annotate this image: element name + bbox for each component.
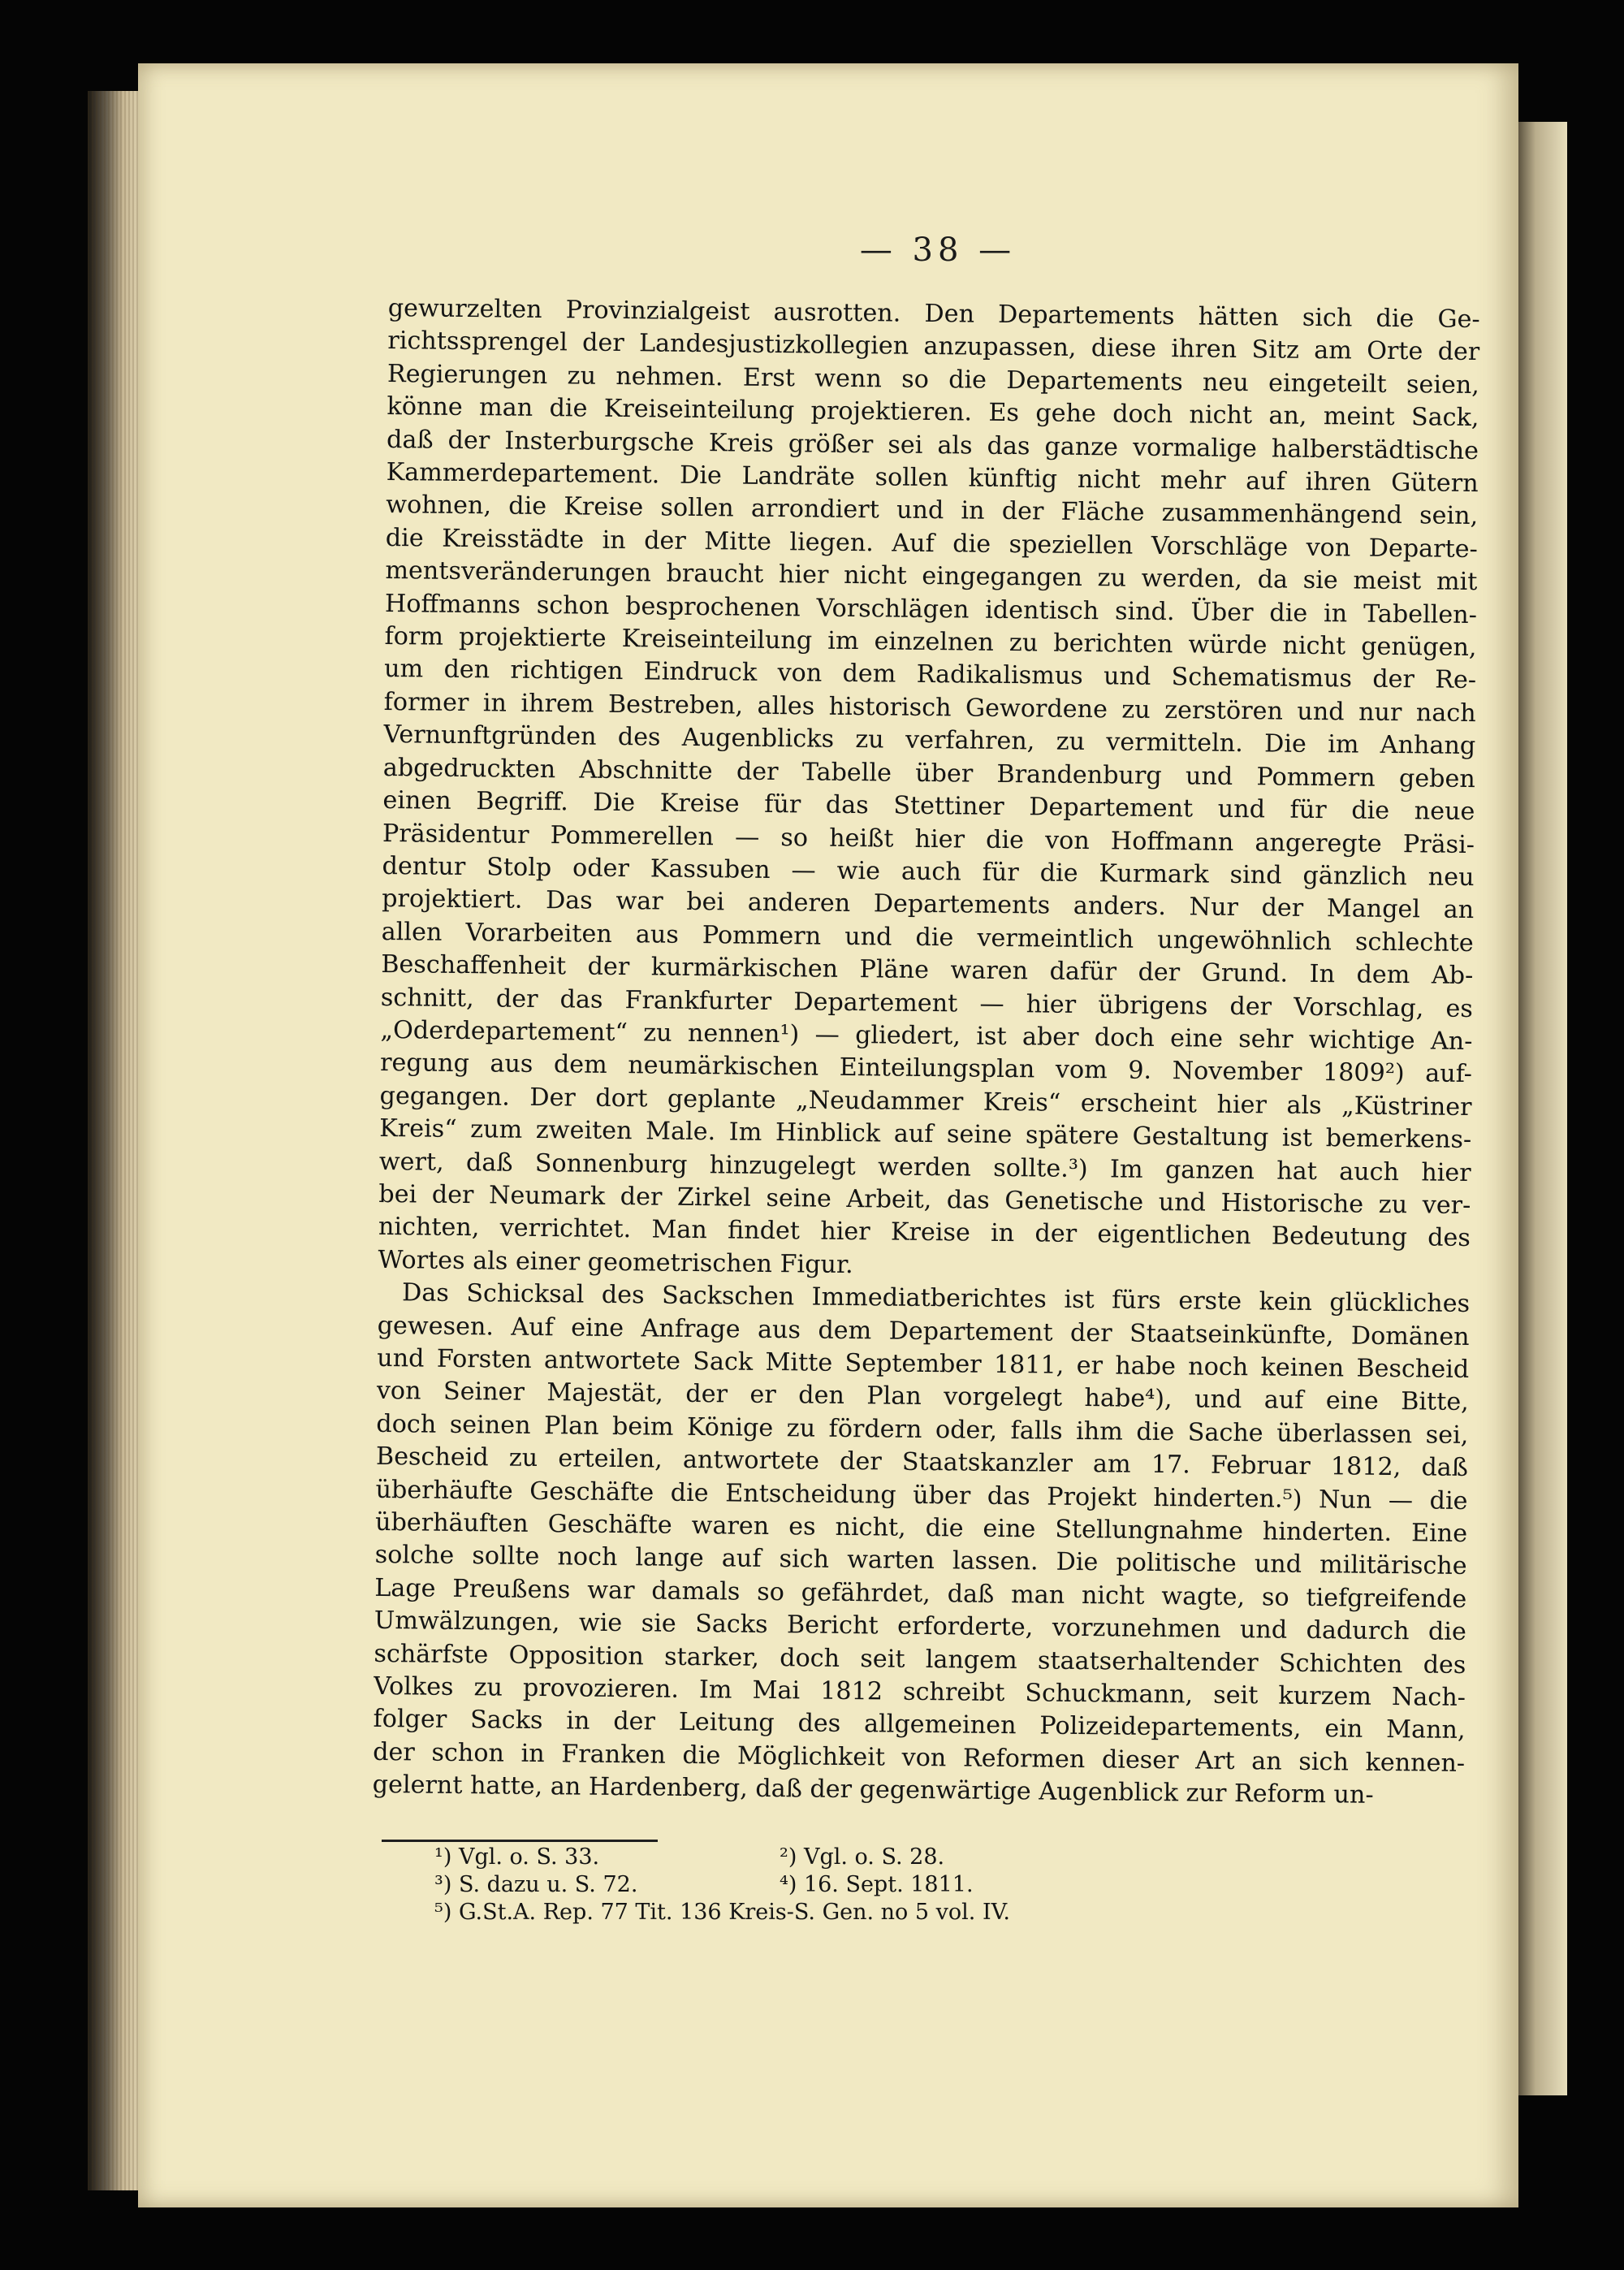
footnotes: [434, 1844, 1246, 1926]
footnote-2: ²) Vgl. o. S. 28.: [780, 1844, 945, 1870]
text-line: projektiert. Das war bei anderen Departements anders. Nur der Mangel an: [381, 884, 1475, 925]
text-line: überhäuften Geschäfte waren es nicht, die eine Stellungnahme hinderten. Eine: [374, 1507, 1468, 1549]
footnote-3: ³) S. dazu u. S. 72.: [434, 1872, 638, 1897]
text-line: allen Vorarbeiten aus Pommern und die vermeintlich ungewöhnlich schlechte: [381, 917, 1474, 958]
text-line: wert, daß Sonnenburg hinzugelegt werden sollte.³) Im ganzen hat auch hier: [378, 1147, 1471, 1187]
text-line: von Seiner Majestät, der er den Plan vorgelegt habe⁴), und auf eine Bitte,: [376, 1377, 1469, 1417]
text-line: gewurzelten Provinzialgeist ausrotten. Den Departements hätten sich die Ge-: [387, 293, 1480, 335]
text-line: gegangen. Der dort geplante „Neudammer Kreis“ erscheint hier als „Küstriner: [379, 1081, 1472, 1122]
text-line: Präsidentur Pommerellen — so heißt hier die von Hoffmann angeregte Präsi-: [382, 819, 1475, 859]
text-line: der schon in Franken die Möglichkeit von Reformen dieser Art an sich kennen-: [372, 1737, 1466, 1778]
footnote-4: ⁴) 16. Sept. 1811.: [780, 1872, 974, 1897]
text-line: folger Sacks in der Leitung des allgemeinen Polizeidepartements, ein Mann,: [373, 1705, 1466, 1745]
text-line: Das Schicksal des Sackschen Immediatberichtes ist fürs erste kein glückliches: [401, 1278, 1471, 1319]
text-line: Regierungen zu nehmen. Erst wenn so die Departements neu eingeteilt seien,: [387, 359, 1480, 400]
text-line: bei der Neumark der Zirkel seine Arbeit, das Genetische und Historische zu ver-: [378, 1179, 1471, 1220]
text-line: gewesen. Auf eine Anfrage aus dem Departement der Staatseinkünfte, Domänen: [377, 1311, 1470, 1351]
text-line: former in ihrem Bestreben, alles historisch Gewordene zu zerstören und nur nach: [383, 687, 1476, 728]
text-line: und Forsten antwortete Sack Mitte September 1811, er habe noch keinen Bescheid: [377, 1343, 1470, 1385]
text-line: nichten, verrichtet. Man findet hier Kreise in der eigentlichen Bedeutung des: [378, 1213, 1471, 1253]
text-line: form projektierte Kreiseinteilung im einzelnen zu berichten würde nicht genügen,: [384, 622, 1477, 663]
text-line: Hoffmanns schon besprochenen Vorschlägen identisch sind. Über die in Tabellen-: [384, 589, 1478, 629]
text-line: Umwälzungen, wie sie Sacks Bericht erforderte, vorzunehmen und dadurch die: [374, 1606, 1466, 1647]
text-line: schärfste Opposition starker, doch seit langem staatserhaltender Schichten des: [374, 1639, 1466, 1680]
footnote-row: [434, 1871, 1246, 1899]
text-line: dentur Stolp oder Kassuben — wie auch für die Kurmark sind gänzlich neu: [382, 851, 1475, 892]
text-line: einen Begriff. Die Kreise für das Stettiner Departement und für die neue: [382, 786, 1475, 827]
text-line: mentsveränderungen braucht hier nicht eingegangen zu werden, da sie meist mit: [385, 556, 1478, 597]
text-line: um den richtigen Eindruck von dem Radikalismus und Schematismus der Re-: [383, 655, 1477, 695]
text-line: wohnen, die Kreise sollen arrondiert und in der Fläche zusammenhängend sein,: [386, 491, 1479, 531]
text-line: Volkes zu provozieren. Im Mai 1812 schreibt Schuckmann, seit kurzem Nach-: [373, 1671, 1466, 1713]
text-line: Lage Preußens war damals so gefährdet, daß man nicht wagte, so tiefgreifende: [374, 1573, 1467, 1614]
text-line: gelernt hatte, an Hardenberg, daß der gegenwärtige Augenblick zur Reform un-: [372, 1771, 1374, 1810]
footnote-5: ⁵) G.St.A. Rep. 77 Tit. 136 Kreis-S. Gen. no 5 vol. IV.: [434, 1900, 1010, 1925]
text-line: richtssprengel der Landesjustizkollegien anzupassen, diese ihren Sitz am Orte der: [387, 326, 1480, 367]
text-line: Beschaffenheit der kurmärkischen Pläne waren dafür der Grund. In dem Ab-: [381, 950, 1474, 991]
text-line: doch seinen Plan beim Könige zu fördern oder, falls ihm die Sache überlassen sei,: [376, 1409, 1469, 1450]
paragraph: [378, 292, 1480, 1288]
footnote-1: ¹) Vgl. o. S. 33.: [434, 1844, 600, 1870]
text-line: Vernunftgründen des Augenblicks zu verfahren, zu vermitteln. Die im Anhang: [383, 720, 1476, 761]
facing-page-edge: [1518, 122, 1567, 2095]
text-line: schnitt, der das Frankfurter Departement — hier übrigens der Vorschlag, es: [380, 983, 1474, 1023]
text-line: regung aus dem neumärkischen Einteilungsplan vom 9. November 1809²) auf-: [379, 1049, 1473, 1089]
text-line: Kreis“ zum zweiten Male. Im Hinblick auf seine spätere Gestaltung ist bemerkens-: [379, 1114, 1472, 1155]
text-line: überhäufte Geschäfte die Entscheidung über das Projekt hinderten.⁵) Nun — die: [375, 1475, 1468, 1515]
text-line: „Oderdepartement“ zu nennen¹) — gliedert, ist aber doch eine sehr wichtige An-: [380, 1015, 1473, 1056]
text-line: Kammerdepartement. Die Landräte sollen künftig nicht mehr auf ihren Gütern: [386, 458, 1479, 499]
page-number: — 38 —: [859, 231, 1017, 269]
footnote-row: [434, 1844, 1246, 1871]
footnote-row: [434, 1899, 1246, 1926]
text-line: die Kreisstädte in der Mitte liegen. Auf die speziellen Vorschläge von Departe-: [385, 523, 1478, 564]
paragraph: [373, 1277, 1471, 1814]
text-line: solche sollte noch lange auf sich warten lassen. Die politische und militärische: [374, 1541, 1467, 1581]
text-line: könne man die Kreiseinteilung projektieren. Es gehe doch nicht an, meint Sack,: [387, 392, 1479, 433]
body-text: [373, 292, 1480, 1814]
text-line: Bescheid zu erteilen, antwortete der Staatskanzler am 17. Februar 1812, daß: [375, 1442, 1469, 1483]
text-line: abgedruckten Abschnitte der Tabelle über Brandenburg und Pommern geben: [382, 753, 1475, 793]
footnote-divider: [382, 1840, 658, 1842]
text-line: daß der Insterburgsche Kreis größer sei als das ganze vormalige halberstädtische: [386, 425, 1479, 465]
text-line: Wortes als einer geometrischen Figur.: [378, 1245, 853, 1279]
